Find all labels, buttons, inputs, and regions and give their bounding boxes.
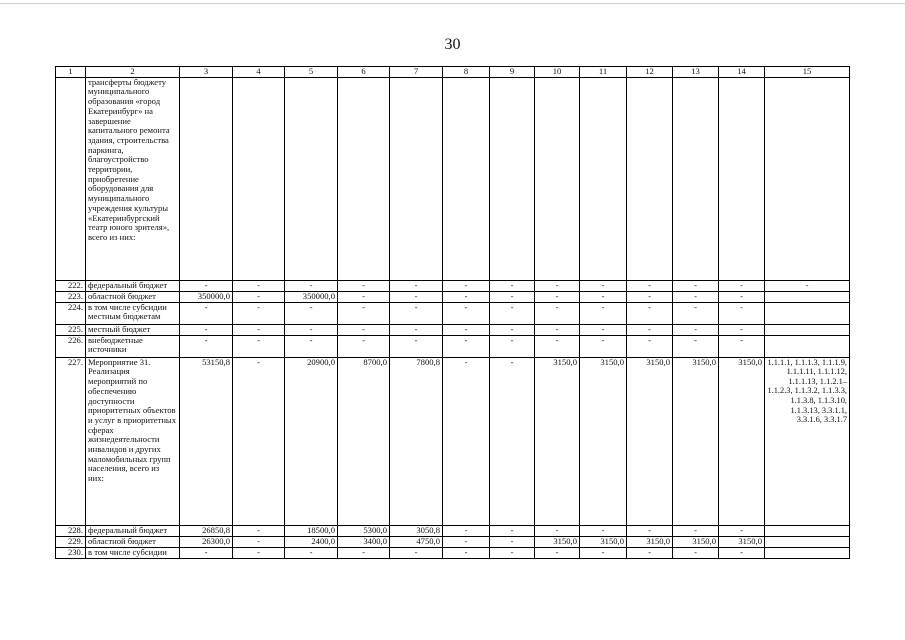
- table-row: [56, 324, 850, 335]
- cell-col-6: 5300,0: [338, 525, 390, 536]
- row-number: 223.: [56, 291, 86, 302]
- cell-col-10: -: [535, 280, 580, 291]
- page-number: 30: [444, 36, 461, 53]
- cell-col-9: -: [490, 525, 535, 536]
- row-name: внебюджетные источники: [86, 335, 180, 357]
- row-name: областной бюджет: [86, 536, 180, 547]
- cell-col-5: 350000,0: [285, 291, 338, 302]
- cell-col-9: -: [490, 536, 535, 547]
- cell-col-13: 3150,0: [673, 357, 719, 525]
- table-row: [56, 536, 850, 547]
- row-number: 225.: [56, 324, 86, 335]
- cell-col-4: -: [233, 335, 285, 357]
- table-row: [56, 280, 850, 291]
- cell-col-10: -: [535, 302, 580, 324]
- row-number: 226.: [56, 335, 86, 357]
- row-name: в том числе субсидии местным бюджетам: [86, 302, 180, 324]
- cell-col-12: [627, 77, 673, 280]
- cell-col-10: -: [535, 525, 580, 536]
- cell-col-10: -: [535, 335, 580, 357]
- cell-col-14: -: [719, 324, 765, 335]
- cell-col-9: -: [490, 547, 535, 558]
- cell-col-15: [765, 547, 850, 558]
- row-name: федеральный бюджет: [86, 525, 180, 536]
- cell-col-7: [390, 77, 443, 280]
- cell-col-4: -: [233, 302, 285, 324]
- column-number-9: 9: [490, 67, 535, 78]
- cell-col-4: -: [233, 357, 285, 525]
- cell-col-13: -: [673, 547, 719, 558]
- cell-col-11: 3150,0: [580, 536, 627, 547]
- column-number-15: 15: [765, 67, 850, 78]
- cell-col-8: -: [443, 291, 490, 302]
- cell-col-15: [765, 291, 850, 302]
- cell-col-6: -: [338, 324, 390, 335]
- row-number: 228.: [56, 525, 86, 536]
- row-name: в том числе субсидии: [86, 547, 180, 558]
- cell-col-6: -: [338, 280, 390, 291]
- cell-col-15: 1.1.1.1, 1.1.1.3, 1.1.1.9, 1.1.1.11, 1.1.1.12, 1.1.1.13, 1.1.2.1–1.1.2.3, 1.1.3.2, 1.1.3.3, 1.1.3.8, 1.1.3.10, 1.1.3.13, 3.3.1.1, 3.3.1.6, 3.3.1.7: [765, 357, 850, 525]
- cell-col-14: 3150,0: [719, 536, 765, 547]
- cell-col-8: -: [443, 547, 490, 558]
- cell-col-3: -: [180, 547, 233, 558]
- cell-col-15: [765, 77, 850, 280]
- cell-col-4: -: [233, 547, 285, 558]
- column-number-4: 4: [233, 67, 285, 78]
- cell-col-8: -: [443, 280, 490, 291]
- table-row: [56, 335, 850, 357]
- column-number-3: 3: [180, 67, 233, 78]
- cell-col-6: -: [338, 547, 390, 558]
- cell-col-9: -: [490, 280, 535, 291]
- column-number-6: 6: [338, 67, 390, 78]
- cell-col-11: -: [580, 302, 627, 324]
- table-row: [56, 77, 850, 280]
- cell-col-3: 26300,0: [180, 536, 233, 547]
- cell-col-6: -: [338, 335, 390, 357]
- cell-col-14: -: [719, 280, 765, 291]
- row-number: 230.: [56, 547, 86, 558]
- column-number-2: 2: [86, 67, 180, 78]
- cell-col-10: -: [535, 291, 580, 302]
- cell-col-8: [443, 77, 490, 280]
- cell-col-10: -: [535, 547, 580, 558]
- row-number: 229.: [56, 536, 86, 547]
- cell-col-3: 53150,8: [180, 357, 233, 525]
- cell-col-13: -: [673, 324, 719, 335]
- cell-col-15: [765, 536, 850, 547]
- column-number-7: 7: [390, 67, 443, 78]
- cell-col-5: 18500,0: [285, 525, 338, 536]
- cell-col-3: -: [180, 335, 233, 357]
- cell-col-7: -: [390, 335, 443, 357]
- cell-col-12: -: [627, 324, 673, 335]
- cell-col-13: -: [673, 280, 719, 291]
- cell-col-14: -: [719, 525, 765, 536]
- cell-col-12: -: [627, 291, 673, 302]
- cell-col-3: 350000,0: [180, 291, 233, 302]
- cell-col-13: -: [673, 302, 719, 324]
- cell-col-11: -: [580, 547, 627, 558]
- cell-col-10: 3150,0: [535, 357, 580, 525]
- cell-col-5: -: [285, 547, 338, 558]
- cell-col-15: [765, 525, 850, 536]
- cell-col-5: 2400,0: [285, 536, 338, 547]
- cell-col-14: -: [719, 291, 765, 302]
- cell-col-7: -: [390, 291, 443, 302]
- row-number: 222.: [56, 280, 86, 291]
- column-number-8: 8: [443, 67, 490, 78]
- cell-col-5: -: [285, 280, 338, 291]
- cell-col-8: -: [443, 357, 490, 525]
- cell-col-3: 26850,8: [180, 525, 233, 536]
- row-number: 227.: [56, 357, 86, 525]
- cell-col-6: -: [338, 302, 390, 324]
- row-name: местный бюджет: [86, 324, 180, 335]
- column-number-5: 5: [285, 67, 338, 78]
- cell-col-8: -: [443, 536, 490, 547]
- cell-col-6: 8700,0: [338, 357, 390, 525]
- cell-col-6: [338, 77, 390, 280]
- cell-col-8: -: [443, 335, 490, 357]
- cell-col-11: -: [580, 335, 627, 357]
- cell-col-10: 3150,0: [535, 536, 580, 547]
- cell-col-10: -: [535, 324, 580, 335]
- cell-col-14: [719, 77, 765, 280]
- row-number: 224.: [56, 302, 86, 324]
- cell-col-12: 3150,0: [627, 357, 673, 525]
- cell-col-11: -: [580, 291, 627, 302]
- cell-col-4: -: [233, 324, 285, 335]
- cell-col-6: -: [338, 291, 390, 302]
- cell-col-5: -: [285, 335, 338, 357]
- row-name: федеральный бюджет: [86, 280, 180, 291]
- column-number-12: 12: [627, 67, 673, 78]
- cell-col-14: -: [719, 302, 765, 324]
- row-name: трансферты бюджету муниципального образования «город Екатеринбург» на завершение капитального ремонта здания, строительства паркинга, благоустройство территории, приобретение оборудования для муниципального учреждения культуры «Екатеринбургский театр юного зрителя», всего из них:: [86, 77, 180, 280]
- cell-col-8: -: [443, 324, 490, 335]
- table-row: [56, 525, 850, 536]
- cell-col-13: -: [673, 525, 719, 536]
- cell-col-13: -: [673, 335, 719, 357]
- cell-col-3: -: [180, 302, 233, 324]
- cell-col-4: -: [233, 291, 285, 302]
- column-number-1: 1: [56, 67, 86, 78]
- cell-col-4: -: [233, 525, 285, 536]
- cell-col-9: [490, 77, 535, 280]
- cell-col-8: -: [443, 302, 490, 324]
- cell-col-7: -: [390, 547, 443, 558]
- cell-col-15: [765, 302, 850, 324]
- cell-col-15: -: [765, 280, 850, 291]
- table-row: [56, 291, 850, 302]
- cell-col-13: [673, 77, 719, 280]
- cell-col-9: -: [490, 357, 535, 525]
- cell-col-12: 3150,0: [627, 536, 673, 547]
- cell-col-7: -: [390, 324, 443, 335]
- table-row: [56, 547, 850, 558]
- cell-col-14: -: [719, 547, 765, 558]
- cell-col-12: -: [627, 302, 673, 324]
- cell-col-9: -: [490, 302, 535, 324]
- cell-col-6: 3400,0: [338, 536, 390, 547]
- row-name: областной бюджет: [86, 291, 180, 302]
- cell-col-12: -: [627, 280, 673, 291]
- column-number-10: 10: [535, 67, 580, 78]
- cell-col-10: [535, 77, 580, 280]
- cell-col-14: 3150,0: [719, 357, 765, 525]
- cell-col-3: -: [180, 280, 233, 291]
- cell-col-12: -: [627, 525, 673, 536]
- row-name: Мероприятие 31. Реализация мероприятий по обеспечению доступности приоритетных объектов и услуг в приоритетных сферах жизнедеятельности инвалидов и других маломобильных групп населения, всего из них:: [86, 357, 180, 525]
- cell-col-8: -: [443, 525, 490, 536]
- cell-col-3: [180, 77, 233, 280]
- cell-col-11: 3150,0: [580, 357, 627, 525]
- cell-col-5: [285, 77, 338, 280]
- cell-col-7: 3050,8: [390, 525, 443, 536]
- column-number-11: 11: [580, 67, 627, 78]
- column-number-14: 14: [719, 67, 765, 78]
- cell-col-13: 3150,0: [673, 536, 719, 547]
- cell-col-4: -: [233, 280, 285, 291]
- cell-col-14: -: [719, 335, 765, 357]
- cell-col-7: 7800,8: [390, 357, 443, 525]
- cell-col-7: -: [390, 280, 443, 291]
- cell-col-11: -: [580, 280, 627, 291]
- cell-col-4: [233, 77, 285, 280]
- cell-col-5: 20900,0: [285, 357, 338, 525]
- page-top-edge: [0, 3, 905, 4]
- cell-col-5: -: [285, 324, 338, 335]
- cell-col-12: -: [627, 335, 673, 357]
- cell-col-12: -: [627, 547, 673, 558]
- table-row: [56, 357, 850, 525]
- cell-col-5: -: [285, 302, 338, 324]
- cell-col-9: -: [490, 324, 535, 335]
- cell-col-15: [765, 324, 850, 335]
- row-number: [56, 77, 86, 280]
- cell-col-9: -: [490, 335, 535, 357]
- table-row: [56, 302, 850, 324]
- cell-col-15: [765, 335, 850, 357]
- cell-col-3: -: [180, 324, 233, 335]
- cell-col-13: -: [673, 291, 719, 302]
- cell-col-11: -: [580, 324, 627, 335]
- cell-col-7: 4750,0: [390, 536, 443, 547]
- column-number-row: [56, 67, 850, 78]
- cell-col-4: -: [233, 536, 285, 547]
- cell-col-11: -: [580, 525, 627, 536]
- budget-table: [55, 66, 850, 559]
- column-number-13: 13: [673, 67, 719, 78]
- cell-col-11: [580, 77, 627, 280]
- cell-col-7: -: [390, 302, 443, 324]
- cell-col-9: -: [490, 291, 535, 302]
